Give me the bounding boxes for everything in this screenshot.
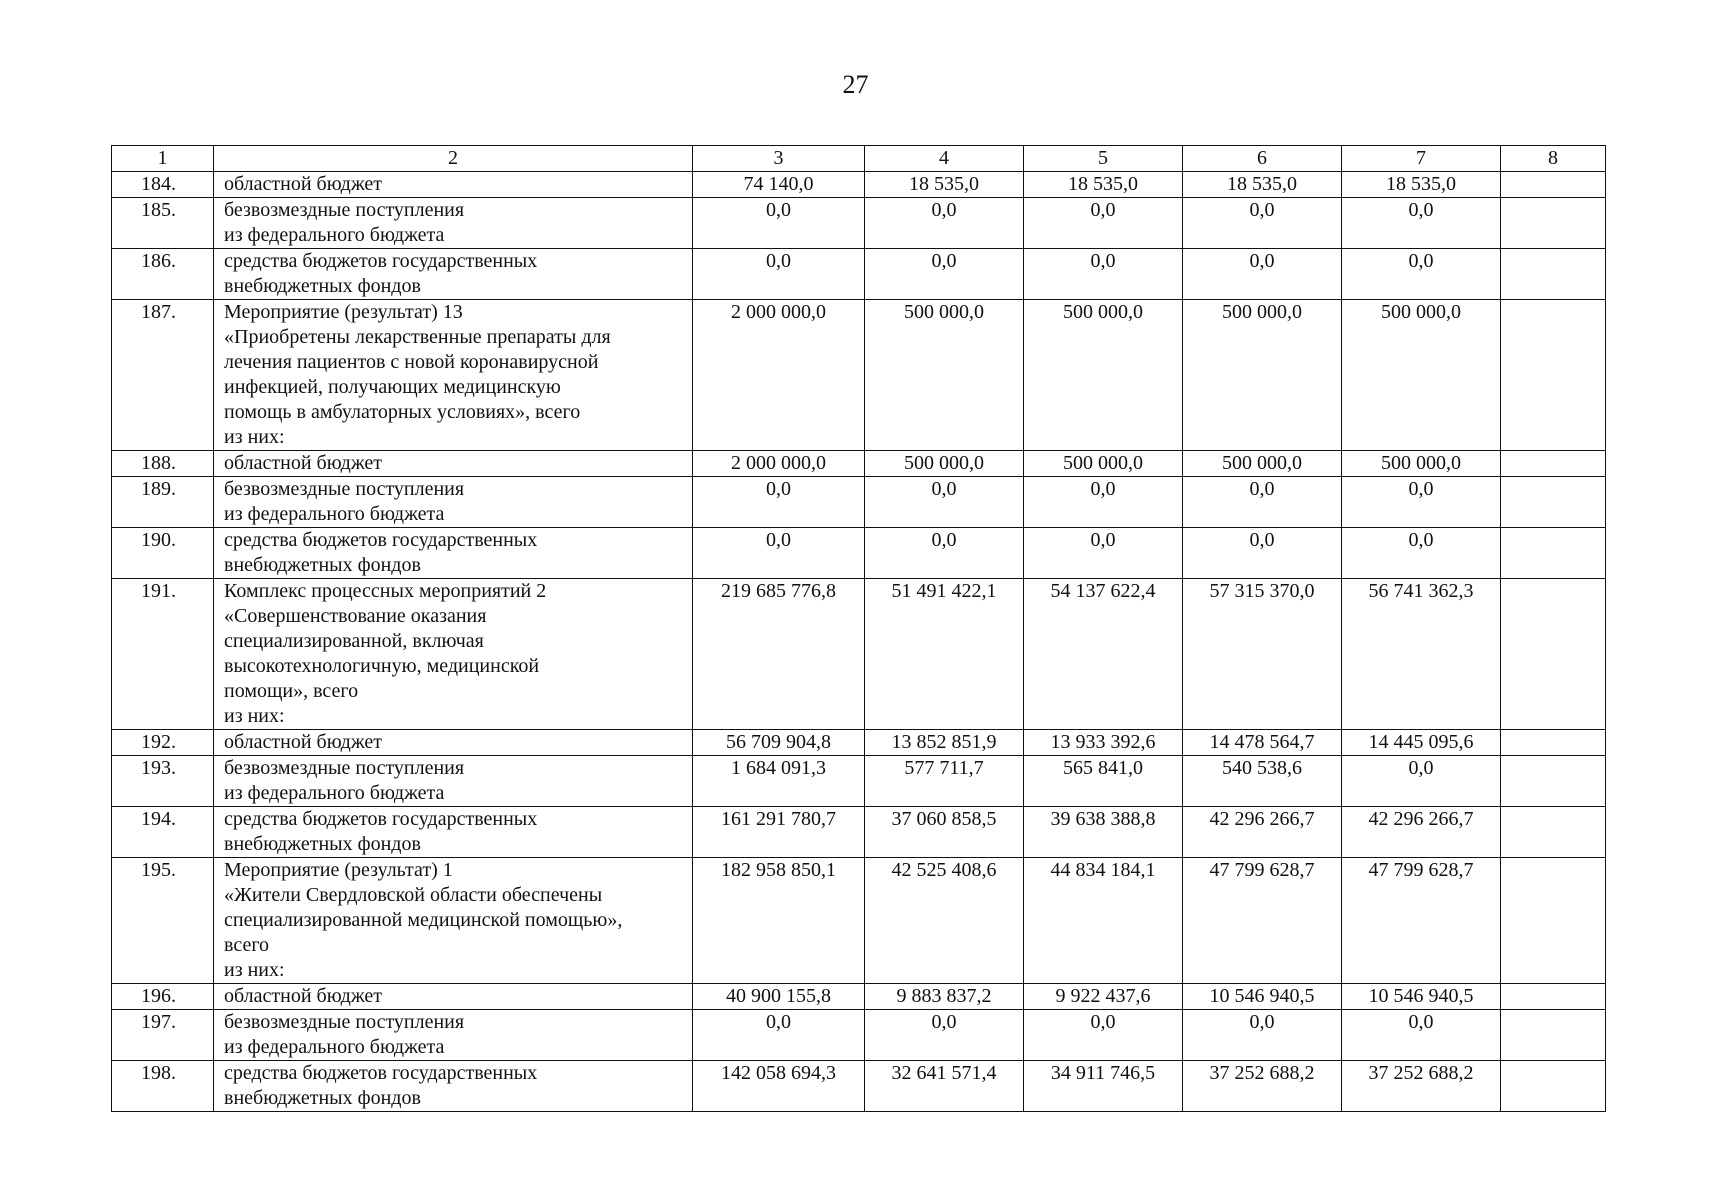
description-line: «Совершенствование оказания	[224, 605, 487, 627]
description-line: областной бюджет	[224, 731, 383, 753]
value-col-3: 74 140,0	[693, 172, 865, 198]
value-col-7: 0,0	[1342, 528, 1501, 579]
value-col-7: 37 252 688,2	[1342, 1061, 1501, 1112]
value-col-5: 0,0	[1024, 198, 1183, 249]
value-col-4: 32 641 571,4	[865, 1061, 1024, 1112]
description-line: всего	[224, 934, 270, 956]
value-col-8	[1501, 300, 1606, 451]
description-line: внебюджетных фондов	[224, 275, 421, 297]
value-col-4: 42 525 408,6	[865, 858, 1024, 984]
value-col-4: 0,0	[865, 198, 1024, 249]
value-col-5: 500 000,0	[1024, 300, 1183, 451]
value-col-4: 18 535,0	[865, 172, 1024, 198]
row-description	[214, 730, 693, 756]
table-row	[112, 1061, 1606, 1112]
description-line: безвозмездные поступления	[224, 1011, 465, 1033]
row-number: 193.	[112, 756, 214, 807]
row-number: 198.	[112, 1061, 214, 1112]
column-header: 2	[214, 146, 693, 172]
value-col-6: 500 000,0	[1183, 300, 1342, 451]
description-line: «Жители Свердловской области обеспечены	[224, 884, 603, 906]
table-body	[112, 146, 1606, 1112]
value-col-5: 565 841,0	[1024, 756, 1183, 807]
description-line: внебюджетных фондов	[224, 833, 421, 855]
value-col-6: 47 799 628,7	[1183, 858, 1342, 984]
value-col-6: 10 546 940,5	[1183, 984, 1342, 1010]
value-col-5: 39 638 388,8	[1024, 807, 1183, 858]
value-col-5: 9 922 437,6	[1024, 984, 1183, 1010]
value-col-6: 18 535,0	[1183, 172, 1342, 198]
value-col-5: 34 911 746,5	[1024, 1061, 1183, 1112]
description-line: из федерального бюджета	[224, 224, 445, 246]
value-col-8	[1501, 730, 1606, 756]
table-row	[112, 477, 1606, 528]
row-description	[214, 1061, 693, 1112]
row-number: 184.	[112, 172, 214, 198]
description-line: из федерального бюджета	[224, 1036, 445, 1058]
value-col-7: 18 535,0	[1342, 172, 1501, 198]
value-col-7: 10 546 940,5	[1342, 984, 1501, 1010]
description-line: средства бюджетов государственных	[224, 808, 538, 830]
column-header: 6	[1183, 146, 1342, 172]
value-col-3: 219 685 776,8	[693, 579, 865, 730]
row-description	[214, 451, 693, 477]
description-line: безвозмездные поступления	[224, 757, 465, 779]
description-line: внебюджетных фондов	[224, 1087, 421, 1109]
table-row	[112, 579, 1606, 730]
value-col-6: 0,0	[1183, 528, 1342, 579]
row-description	[214, 477, 693, 528]
description-line: из них:	[224, 426, 285, 448]
row-description	[214, 579, 693, 730]
value-col-3: 0,0	[693, 528, 865, 579]
table-row	[112, 858, 1606, 984]
value-col-8	[1501, 451, 1606, 477]
description-line: Мероприятие (результат) 13	[224, 301, 463, 323]
row-description	[214, 858, 693, 984]
value-col-6: 42 296 266,7	[1183, 807, 1342, 858]
budget-table	[111, 145, 1606, 1112]
row-description	[214, 807, 693, 858]
value-col-6: 0,0	[1183, 198, 1342, 249]
value-col-8	[1501, 172, 1606, 198]
value-col-7: 14 445 095,6	[1342, 730, 1501, 756]
description-line: помощь в амбулаторных условиях», всего	[224, 401, 581, 423]
value-col-3: 0,0	[693, 198, 865, 249]
description-line: «Приобретены лекарственные препараты для	[224, 326, 611, 348]
value-col-5: 54 137 622,4	[1024, 579, 1183, 730]
description-line: лечения пациентов с новой коронавирусной	[224, 351, 599, 373]
row-number: 192.	[112, 730, 214, 756]
value-col-8	[1501, 984, 1606, 1010]
description-line: высокотехнологичную, медицинской	[224, 655, 540, 677]
row-description	[214, 198, 693, 249]
value-col-5: 0,0	[1024, 249, 1183, 300]
value-col-8	[1501, 807, 1606, 858]
value-col-4: 0,0	[865, 477, 1024, 528]
value-col-3: 0,0	[693, 1010, 865, 1061]
row-number: 197.	[112, 1010, 214, 1061]
value-col-3: 40 900 155,8	[693, 984, 865, 1010]
row-description	[214, 249, 693, 300]
row-number: 188.	[112, 451, 214, 477]
value-col-3: 56 709 904,8	[693, 730, 865, 756]
row-number: 186.	[112, 249, 214, 300]
value-col-5: 13 933 392,6	[1024, 730, 1183, 756]
description-line: областной бюджет	[224, 173, 383, 195]
description-line: специализированной медицинской помощью»,	[224, 909, 623, 931]
column-header: 5	[1024, 146, 1183, 172]
description-line: областной бюджет	[224, 985, 383, 1007]
table-row	[112, 1010, 1606, 1061]
value-col-8	[1501, 528, 1606, 579]
row-description	[214, 172, 693, 198]
row-description	[214, 756, 693, 807]
description-line: безвозмездные поступления	[224, 199, 465, 221]
value-col-3: 0,0	[693, 477, 865, 528]
value-col-5: 0,0	[1024, 528, 1183, 579]
value-col-3: 0,0	[693, 249, 865, 300]
value-col-7: 500 000,0	[1342, 300, 1501, 451]
table-row	[112, 756, 1606, 807]
table-row	[112, 249, 1606, 300]
value-col-8	[1501, 198, 1606, 249]
description-line: специализированной, включая	[224, 630, 484, 652]
value-col-4: 500 000,0	[865, 451, 1024, 477]
description-line: областной бюджет	[224, 452, 383, 474]
value-col-5: 500 000,0	[1024, 451, 1183, 477]
row-number: 189.	[112, 477, 214, 528]
column-header-row	[112, 146, 1606, 172]
description-line: Мероприятие (результат) 1	[224, 859, 453, 881]
value-col-7: 0,0	[1342, 756, 1501, 807]
description-line: помощи», всего	[224, 680, 359, 702]
value-col-7: 42 296 266,7	[1342, 807, 1501, 858]
value-col-6: 57 315 370,0	[1183, 579, 1342, 730]
row-number: 190.	[112, 528, 214, 579]
value-col-4: 0,0	[865, 1010, 1024, 1061]
column-header: 4	[865, 146, 1024, 172]
value-col-3: 182 958 850,1	[693, 858, 865, 984]
value-col-7: 0,0	[1342, 477, 1501, 528]
value-col-7: 500 000,0	[1342, 451, 1501, 477]
value-col-6: 0,0	[1183, 249, 1342, 300]
value-col-3: 161 291 780,7	[693, 807, 865, 858]
value-col-4: 13 852 851,9	[865, 730, 1024, 756]
row-number: 191.	[112, 579, 214, 730]
description-line: средства бюджетов государственных	[224, 250, 538, 272]
page-number: 27	[842, 70, 869, 99]
value-col-4: 9 883 837,2	[865, 984, 1024, 1010]
value-col-6: 540 538,6	[1183, 756, 1342, 807]
value-col-4: 0,0	[865, 249, 1024, 300]
value-col-4: 37 060 858,5	[865, 807, 1024, 858]
column-header: 8	[1501, 146, 1606, 172]
row-description	[214, 984, 693, 1010]
value-col-7: 47 799 628,7	[1342, 858, 1501, 984]
value-col-5: 0,0	[1024, 1010, 1183, 1061]
description-line: средства бюджетов государственных	[224, 1062, 538, 1084]
value-col-8	[1501, 756, 1606, 807]
value-col-5: 0,0	[1024, 477, 1183, 528]
value-col-7: 56 741 362,3	[1342, 579, 1501, 730]
table-row	[112, 730, 1606, 756]
description-line: внебюджетных фондов	[224, 554, 421, 576]
row-number: 195.	[112, 858, 214, 984]
value-col-8	[1501, 1061, 1606, 1112]
description-line: инфекцией, получающих медицинскую	[224, 376, 561, 398]
row-description	[214, 1010, 693, 1061]
column-header: 3	[693, 146, 865, 172]
value-col-6: 0,0	[1183, 477, 1342, 528]
value-col-3: 2 000 000,0	[693, 451, 865, 477]
value-col-7: 0,0	[1342, 198, 1501, 249]
value-col-3: 1 684 091,3	[693, 756, 865, 807]
value-col-4: 577 711,7	[865, 756, 1024, 807]
description-line: безвозмездные поступления	[224, 478, 465, 500]
value-col-8	[1501, 477, 1606, 528]
description-line: из них:	[224, 959, 285, 981]
value-col-3: 142 058 694,3	[693, 1061, 865, 1112]
value-col-4: 51 491 422,1	[865, 579, 1024, 730]
row-description	[214, 300, 693, 451]
value-col-8	[1501, 858, 1606, 984]
table-row	[112, 451, 1606, 477]
column-header: 1	[112, 146, 214, 172]
table-row	[112, 198, 1606, 249]
table-row	[112, 984, 1606, 1010]
value-col-4: 0,0	[865, 528, 1024, 579]
description-line: из них:	[224, 705, 285, 727]
value-col-5: 18 535,0	[1024, 172, 1183, 198]
table-row	[112, 528, 1606, 579]
row-number: 185.	[112, 198, 214, 249]
value-col-4: 500 000,0	[865, 300, 1024, 451]
value-col-7: 0,0	[1342, 249, 1501, 300]
value-col-7: 0,0	[1342, 1010, 1501, 1061]
value-col-6: 37 252 688,2	[1183, 1061, 1342, 1112]
description-line: из федерального бюджета	[224, 782, 445, 804]
value-col-8	[1501, 579, 1606, 730]
value-col-6: 0,0	[1183, 1010, 1342, 1061]
table-row	[112, 300, 1606, 451]
description-line: средства бюджетов государственных	[224, 529, 538, 551]
value-col-5: 44 834 184,1	[1024, 858, 1183, 984]
row-number: 187.	[112, 300, 214, 451]
table-row	[112, 172, 1606, 198]
value-col-8	[1501, 249, 1606, 300]
description-line: Комплекс процессных мероприятий 2	[224, 580, 547, 602]
description-line: из федерального бюджета	[224, 503, 445, 525]
value-col-8	[1501, 1010, 1606, 1061]
row-description	[214, 528, 693, 579]
value-col-6: 14 478 564,7	[1183, 730, 1342, 756]
table-row	[112, 807, 1606, 858]
row-number: 194.	[112, 807, 214, 858]
column-header: 7	[1342, 146, 1501, 172]
value-col-6: 500 000,0	[1183, 451, 1342, 477]
row-number: 196.	[112, 984, 214, 1010]
value-col-3: 2 000 000,0	[693, 300, 865, 451]
